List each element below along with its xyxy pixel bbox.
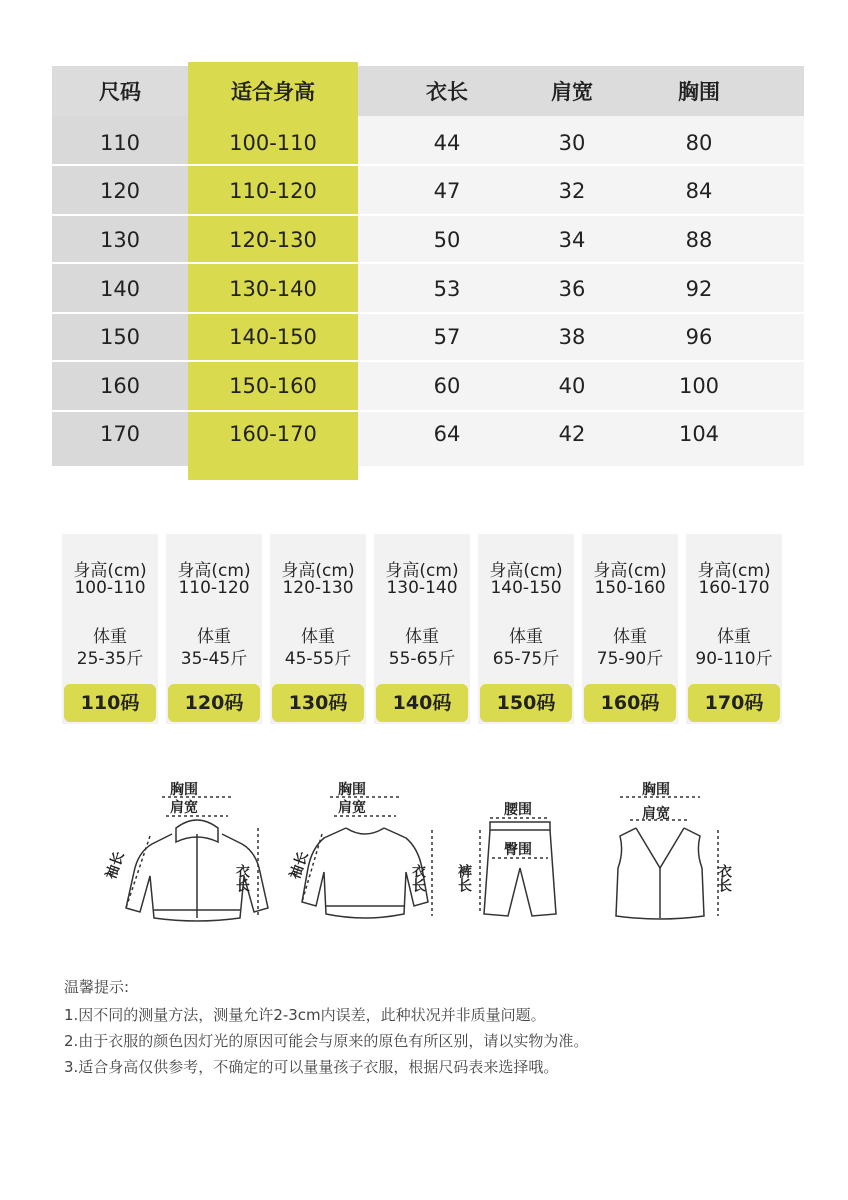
cell-height: 150-160 [229, 374, 317, 398]
cell-length: 47 [433, 179, 461, 203]
cell-chest: 88 [685, 228, 713, 252]
cell-shoulder: 32 [558, 179, 586, 203]
cell-length: 44 [433, 131, 461, 155]
height-label: 身高(cm) [177, 561, 251, 581]
height-label: 身高(cm) [489, 561, 563, 581]
sweater-shoulder-label: 肩宽 [338, 800, 366, 816]
sweater-length-label: 衣长 [410, 864, 426, 892]
size-badge: 140码 [376, 684, 468, 722]
height-label: 身高(cm) [593, 561, 667, 581]
vest-length-label: 衣长 [716, 864, 732, 892]
height-value: 140-150 [490, 578, 562, 598]
height-label: 身高(cm) [697, 561, 771, 581]
height-value: 120-130 [282, 578, 354, 598]
cell-shoulder: 30 [558, 131, 586, 155]
cell-size: 130 [99, 228, 141, 252]
header-length: 衣长 [426, 80, 468, 104]
height-value: 160-170 [698, 578, 770, 598]
weight-value: 35-45斤 [180, 649, 248, 669]
cell-height: 130-140 [229, 277, 317, 301]
header-height: 适合身高 [231, 80, 315, 104]
jacket-sleeve-label: 袖长 [103, 849, 128, 882]
cell-size: 120 [99, 179, 141, 203]
size-card [166, 534, 262, 724]
tips-title: 温馨提示: [64, 978, 130, 996]
size-card [582, 534, 678, 724]
size-badge: 160码 [584, 684, 676, 722]
cell-shoulder: 40 [558, 374, 586, 398]
height-value: 110-120 [178, 578, 250, 598]
size-badge: 130码 [272, 684, 364, 722]
pants-inseam-label: 裤长 [456, 864, 472, 892]
size-badge: 150码 [480, 684, 572, 722]
height-value: 130-140 [386, 578, 458, 598]
cell-chest: 84 [685, 179, 713, 203]
cell-chest: 104 [678, 422, 720, 446]
cell-height: 120-130 [229, 228, 317, 252]
size-badge: 120码 [168, 684, 260, 722]
cell-height: 160-170 [229, 422, 317, 446]
weight-label: 体重 [509, 627, 543, 647]
header-shoulder: 肩宽 [551, 80, 593, 104]
size-badge: 110码 [64, 684, 156, 722]
cell-length: 60 [433, 374, 461, 398]
size-card [686, 534, 782, 724]
jacket-chest-label: 胸围 [170, 782, 198, 798]
weight-value: 45-55斤 [284, 649, 352, 669]
pants-waist-label: 腰围 [504, 802, 532, 818]
tip-item: 1.因不同的测量方法，测量允许2-3cm内误差，此种状况并非质量问题。 [64, 1006, 546, 1024]
weight-label: 体重 [405, 627, 439, 647]
height-value: 100-110 [74, 578, 146, 598]
cell-size: 150 [99, 325, 141, 349]
vest-chest-label: 胸围 [642, 782, 670, 798]
height-value: 150-160 [594, 578, 666, 598]
cell-length: 53 [433, 277, 461, 301]
header-size: 尺码 [99, 80, 141, 104]
height-label: 身高(cm) [73, 561, 147, 581]
weight-label: 体重 [717, 627, 751, 647]
weight-label: 体重 [301, 627, 335, 647]
header-chest: 胸围 [678, 80, 720, 104]
cell-chest: 96 [685, 325, 713, 349]
jacket-shoulder-label: 肩宽 [170, 800, 198, 816]
pants-icon [456, 772, 580, 932]
height-label: 身高(cm) [281, 561, 355, 581]
height-label: 身高(cm) [385, 561, 459, 581]
hooded-jacket-icon [90, 772, 270, 932]
cell-height: 100-110 [229, 131, 317, 155]
cell-shoulder: 34 [558, 228, 586, 252]
cell-chest: 92 [685, 277, 713, 301]
tip-item: 3.适合身高仅供参考，不确定的可以量量孩子衣服，根据尺码表来选择哦。 [64, 1058, 559, 1076]
cell-shoulder: 42 [558, 422, 586, 446]
weight-label: 体重 [93, 627, 127, 647]
size-card [270, 534, 366, 724]
size-badge: 170码 [688, 684, 780, 722]
cell-size: 140 [99, 277, 141, 301]
weight-label: 体重 [613, 627, 647, 647]
cell-size: 110 [99, 131, 141, 155]
weight-value: 55-65斤 [388, 649, 456, 669]
cell-chest: 100 [678, 374, 720, 398]
weight-value: 75-90斤 [596, 649, 664, 669]
size-table [52, 66, 804, 466]
sweatshirt-icon [287, 772, 440, 932]
cell-size: 160 [99, 374, 141, 398]
size-card [478, 534, 574, 724]
measurement-diagrams [90, 772, 750, 932]
vest-icon [600, 772, 750, 932]
cell-length: 64 [433, 422, 461, 446]
size-card [374, 534, 470, 724]
cell-length: 57 [433, 325, 461, 349]
jacket-length-label: 衣长 [234, 864, 250, 892]
cell-shoulder: 36 [558, 277, 586, 301]
cell-size: 170 [99, 422, 141, 446]
pants-hip-label: 臀围 [504, 842, 532, 858]
cell-shoulder: 38 [558, 325, 586, 349]
cell-chest: 80 [685, 131, 713, 155]
cell-height: 140-150 [229, 325, 317, 349]
tip-item: 2.由于衣服的颜色因灯光的原因可能会与原来的原色有所区别，请以实物为准。 [64, 1032, 589, 1050]
cell-height: 110-120 [229, 179, 317, 203]
sweater-sleeve-label: 袖长 [287, 849, 312, 882]
weight-value: 25-35斤 [76, 649, 144, 669]
sweater-chest-label: 胸围 [338, 782, 366, 798]
tips-section [64, 974, 804, 1080]
cell-length: 50 [433, 228, 461, 252]
weight-value: 90-110斤 [695, 649, 773, 669]
weight-label: 体重 [197, 627, 231, 647]
size-recommendation-cards [62, 534, 788, 724]
weight-value: 65-75斤 [492, 649, 560, 669]
vest-shoulder-label: 肩宽 [642, 806, 670, 822]
size-card [62, 534, 158, 724]
